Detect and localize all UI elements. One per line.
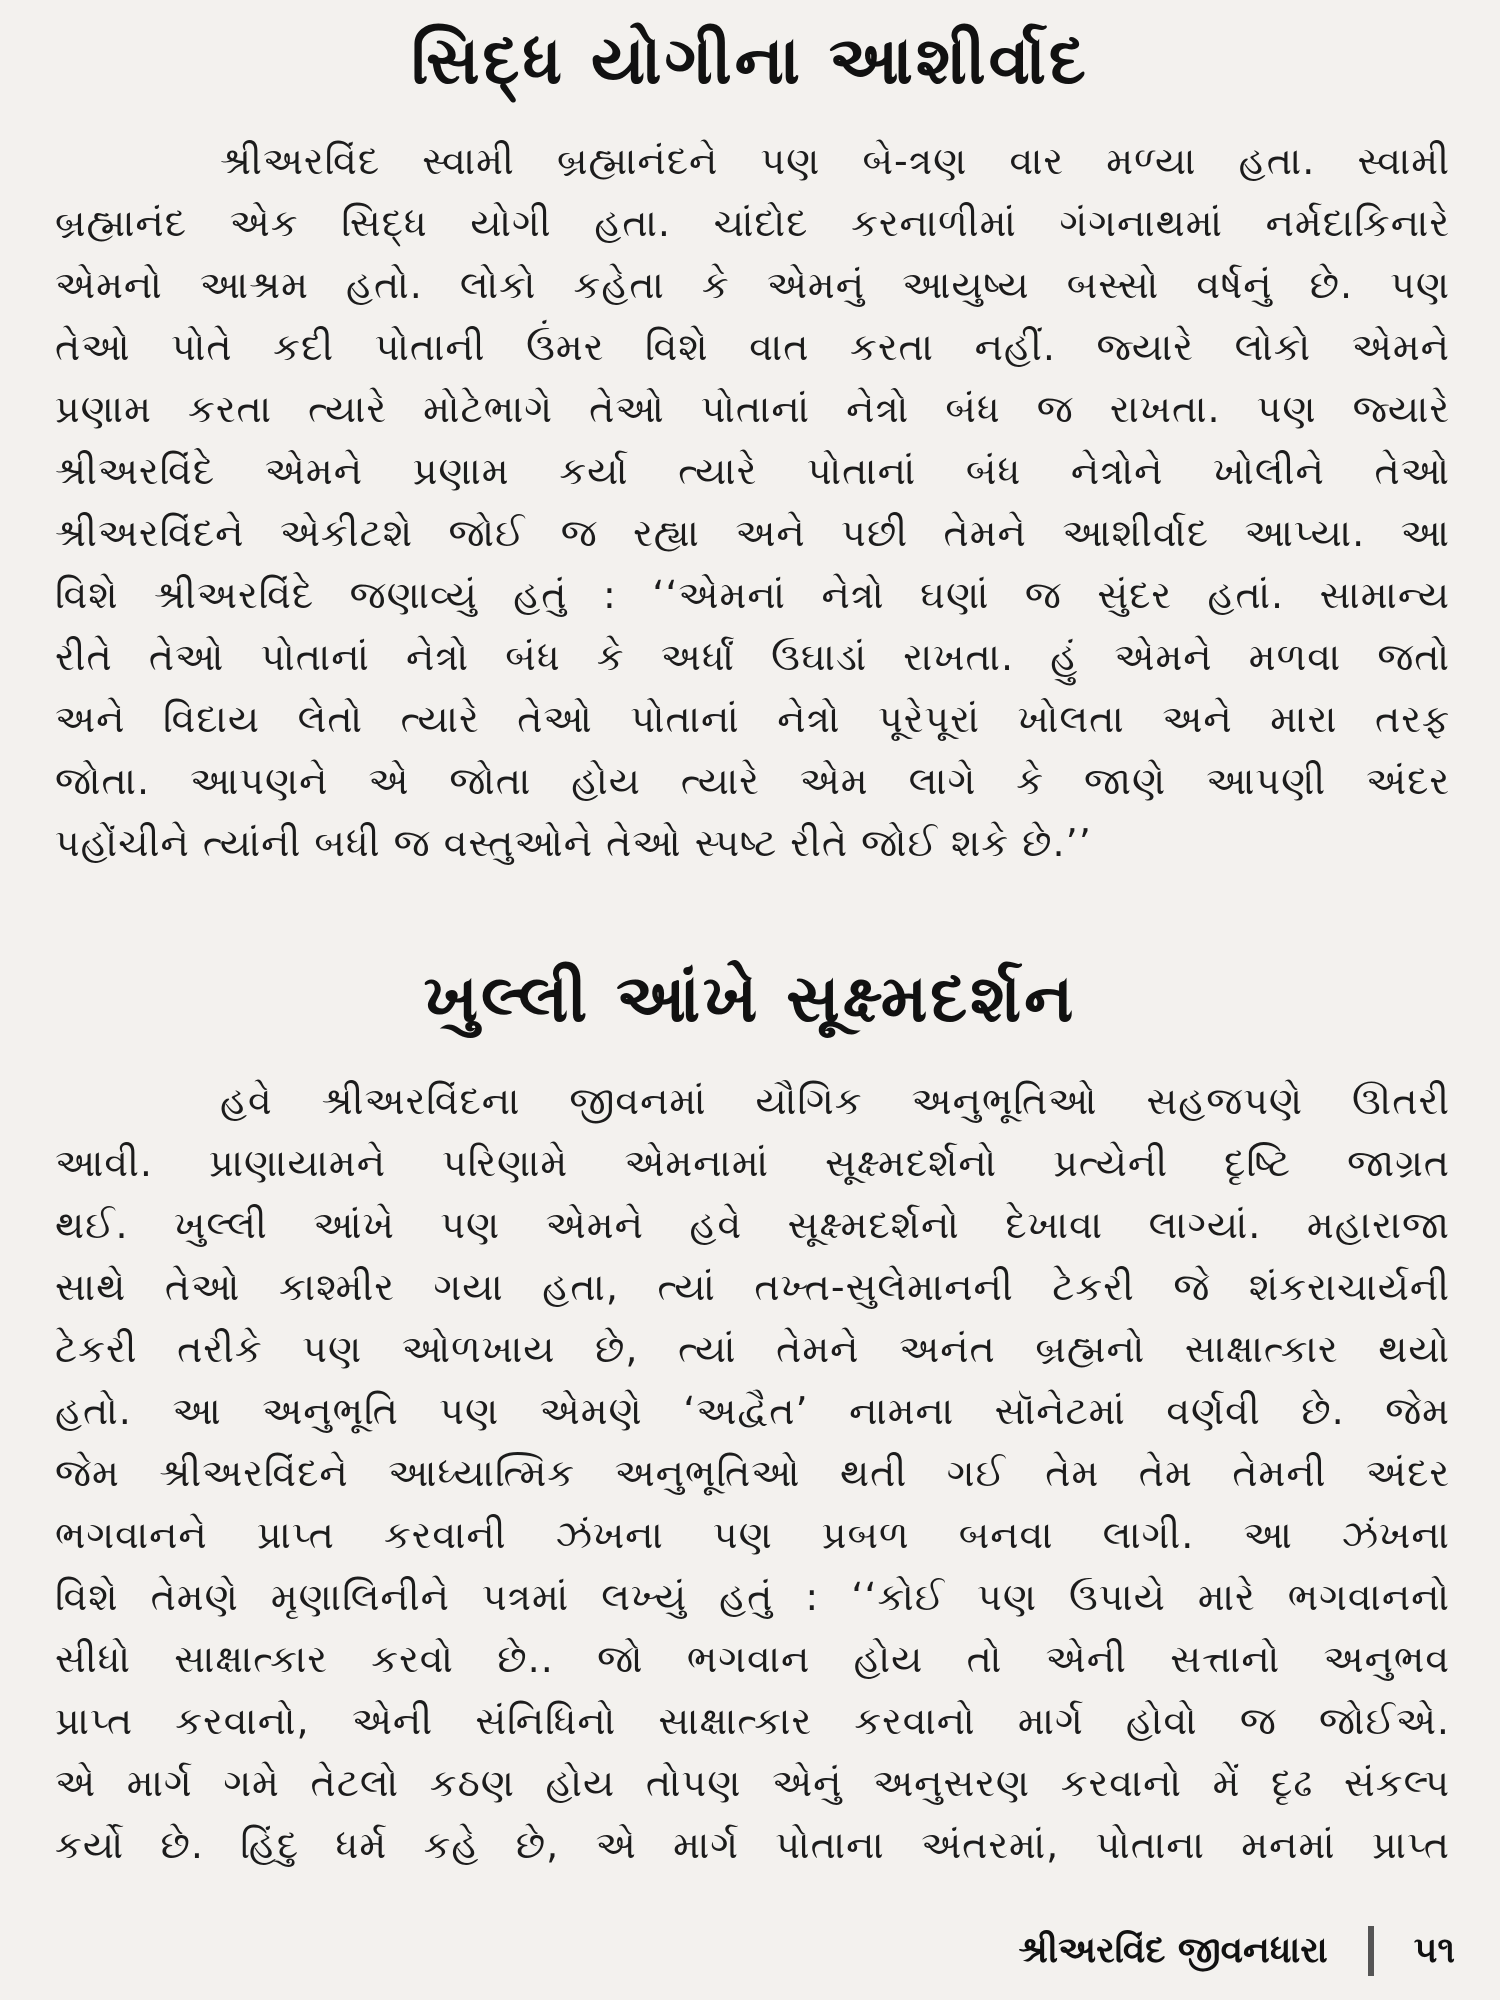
text-line: વિશે તેમણે મૃણાલિનીને પત્રમાં લખ્યું હતું : ‘‘કોઈ પણ ઉપાયે મારે ભગવાનનો (55, 1575, 1450, 1619)
text-line: હવે શ્રીઅરવિંદના જીવનમાં યૌગિક અનુભૂતિઓ સહજપણે ઊતરી (220, 1079, 1450, 1123)
text-line: અને વિદાય લેતો ત્યારે તેઓ પોતાનાં નેત્રો પૂરેપૂરાં ખોલતા અને મારા તરફ (55, 697, 1450, 741)
section-heading-blessing: સિદ્ધ યોગીના આશીર્વાદ (411, 22, 1089, 99)
text-line: પહોંચીને ત્યાંની બધી જ વસ્તુઓને તેઓ સ્પષ્ટ રીતે જોઈ શકે છે.’’ (55, 821, 1092, 865)
footer-divider (1368, 1926, 1374, 1976)
text-line: આવી. પ્રાણાયામને પરિણામે એમનામાં સૂક્ષ્મદર્શનો પ્રત્યેની દૃષ્ટિ જાગ્રત (55, 1141, 1450, 1185)
text-line: પ્રણામ કરતા ત્યારે મોટેભાગે તેઓ પોતાનાં નેત્રો બંધ જ રાખતા. પણ જ્યારે (55, 387, 1450, 431)
text-line: કર્યો છે. હિંદુ ધર્મ કહે છે, એ માર્ગ પોતાના અંતરમાં, પોતાના મનમાં પ્રાપ્ત (55, 1823, 1450, 1867)
section-heading-subtle-vision: ખુલ્લી આંખે સૂક્ષ્મદર્શન (423, 960, 1077, 1037)
page-footer (1018, 1920, 1455, 1982)
text-line: તેઓ પોતે કદી પોતાની ઉંમર વિશે વાત કરતા નહીં. જ્યારે લોકો એમને (55, 325, 1450, 369)
book-title: શ્રીઅરવિંદ જીવનધારા (1018, 1930, 1328, 1971)
text-line: હતો. આ અનુભૂતિ પણ એમણે ‘અદ્વૈત’ નામના સૉનેટમાં વર્ણવી છે. જેમ (55, 1389, 1450, 1433)
text-line: ભગવાનને પ્રાપ્ત કરવાની ઝંખના પણ પ્રબળ બનવા લાગી. આ ઝંખના (55, 1513, 1450, 1557)
text-line: રીતે તેઓ પોતાનાં નેત્રો બંધ કે અર્ધાં ઉઘાડાં રાખતા. હું એમને મળવા જતો (55, 635, 1450, 679)
text-line: પ્રાપ્ત કરવાનો, એની સંનિધિનો સાક્ષાત્કાર કરવાનો માર્ગ હોવો જ જોઈએ. (55, 1699, 1450, 1743)
text-line: સીધો સાક્ષાત્કાર કરવો છે.. જો ભગવાન હોય તો એની સત્તાનો અનુભવ (55, 1637, 1450, 1681)
text-line: એમનો આશ્રમ હતો. લોકો કહેતા કે એમનું આયુષ્ય બસ્સો વર્ષનું છે. પણ (55, 263, 1450, 307)
text-line: બ્રહ્માનંદ એક સિદ્ધ યોગી હતા. ચાંદોદ કરનાળીમાં ગંગનાથમાં નર્મદાકિનારે (55, 201, 1450, 245)
text-line: વિશે શ્રીઅરવિંદે જણાવ્યું હતું : ‘‘એમનાં નેત્રો ઘણાં જ સુંદર હતાં. સામાન્ય (55, 573, 1450, 617)
text-line: જેમ શ્રીઅરવિંદને આધ્યાત્મિક અનુભૂતિઓ થતી ગઈ તેમ તેમ તેમની અંદર (55, 1451, 1450, 1495)
text-line: સાથે તેઓ કાશ્મીર ગયા હતા, ત્યાં તખ્ત-સુલેમાનની ટેકરી જે શંકરાચાર્યની (55, 1265, 1450, 1309)
text-line: શ્રીઅરવિંદ સ્વામી બ્રહ્માનંદને પણ બે-ત્રણ વાર મળ્યા હતા. સ્વામી (220, 139, 1450, 183)
text-line: શ્રીઅરવિંદે એમને પ્રણામ કર્યા ત્યારે પોતાનાં બંધ નેત્રોને ખોલીને તેઓ (55, 449, 1450, 493)
text-line: શ્રીઅરવિંદને એકીટશે જોઈ જ રહ્યા અને પછી તેમને આશીર્વાદ આપ્યા. આ (55, 511, 1450, 555)
text-line: ટેકરી તરીકે પણ ઓળખાય છે, ત્યાં તેમને અનંત બ્રહ્મનો સાક્ષાત્કાર થયો (55, 1327, 1450, 1371)
text-line: થઈ. ખુલ્લી આંખે પણ એમને હવે સૂક્ષ્મદર્શનો દેખાવા લાગ્યાં. મહારાજા (55, 1203, 1450, 1247)
paragraph-subtle-vision (55, 1070, 1450, 1876)
page-number: ૫૧ (1413, 1930, 1455, 1971)
text-line: એ માર્ગ ગમે તેટલો કઠણ હોય તોપણ એનું અનુસરણ કરવાનો મેં દૃઢ સંકલ્પ (55, 1761, 1450, 1805)
text-line: જોતા. આપણને એ જોતા હોય ત્યારે એમ લાગે કે જાણે આપણી અંદર (55, 759, 1450, 803)
paragraph-blessing (55, 130, 1450, 874)
